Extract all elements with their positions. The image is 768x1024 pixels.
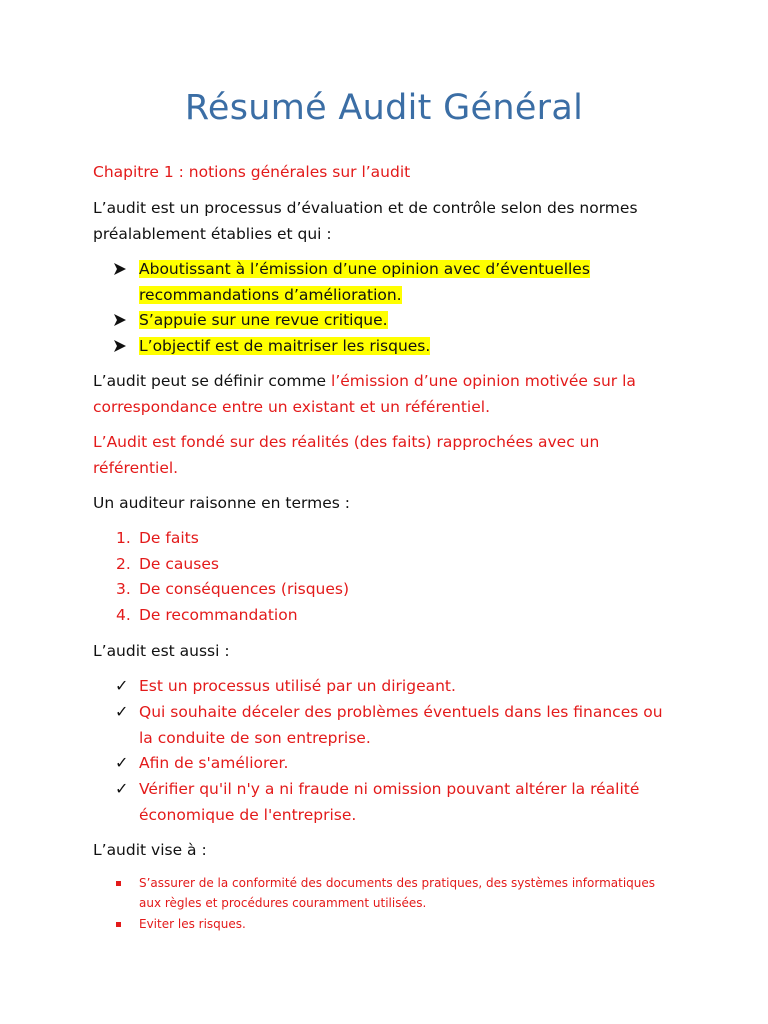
check-item-4-line-2: économique de l'entreprise. xyxy=(139,806,357,824)
list-number: 1. xyxy=(116,529,131,547)
arrowhead-bullet-icon xyxy=(113,307,133,333)
list-item: De recommandation xyxy=(139,606,298,624)
definition-red-1: l’émission d’une opinion motivée sur la xyxy=(331,372,636,390)
list-number: 2. xyxy=(116,555,131,573)
arrow-item-1-line-1: Aboutissant à l’émission d’une opinion avec d’éventuelles xyxy=(139,260,590,278)
intro-line-1: L’audit est un processus d’évaluation et de contrôle selon des normes xyxy=(93,199,638,217)
check-item-2-line-2: la conduite de son entreprise. xyxy=(139,729,371,747)
definition-prefix: L’audit peut se définir comme xyxy=(93,372,332,390)
definition-line-2: correspondance entre un existant et un référentiel. xyxy=(93,398,490,416)
square-item-1-line-2: aux règles et procédures couramment utilisées. xyxy=(139,896,427,910)
checkmark-bullet-icon: ✓ xyxy=(115,779,129,798)
arrow-item-1-line-2: recommandations d’amélioration. xyxy=(139,286,402,304)
intro-line-2: préalablement établies et qui : xyxy=(93,225,332,243)
arrowhead-bullet-icon xyxy=(113,333,133,359)
square-item-1-line-1: S’assurer de la conformité des documents des pratiques, des systèmes informatiques xyxy=(139,876,656,890)
foundation-line-1: L’Audit est fondé sur des réalités (des faits) rapprochées avec un xyxy=(93,433,600,451)
checkmark-bullet-icon: ✓ xyxy=(115,676,129,695)
arrow-item-3: L’objectif est de maitriser les risques. xyxy=(139,337,431,355)
foundation-line-2: référentiel. xyxy=(93,459,179,477)
list-number: 4. xyxy=(116,606,131,624)
list-number: 3. xyxy=(116,580,131,598)
check-item-2-line-1: Qui souhaite déceler des problèmes éventuels dans les finances ou xyxy=(139,703,663,721)
square-item-2: Eviter les risques. xyxy=(139,917,246,931)
definition-line-1 xyxy=(93,368,636,394)
document-title: Résumé Audit Général xyxy=(184,88,584,128)
aims-intro: L’audit vise à : xyxy=(93,841,207,859)
checkmark-bullet-icon: ✓ xyxy=(115,702,129,721)
checkmark-bullet-icon: ✓ xyxy=(115,753,129,772)
check-item-1: Est un processus utilisé par un dirigeant. xyxy=(139,677,456,695)
chapter-heading: Chapitre 1 : notions générales sur l’audit xyxy=(93,163,411,181)
square-bullet-icon xyxy=(116,922,121,927)
list-item: De conséquences (risques) xyxy=(139,580,350,598)
arrowhead-bullet-icon xyxy=(113,256,133,282)
also-intro: L’audit est aussi : xyxy=(93,642,230,660)
list-item: De faits xyxy=(139,529,199,547)
square-bullet-icon xyxy=(116,881,121,886)
check-item-4-line-1: Vérifier qu'il n'y a ni fraude ni omission pouvant altérer la réalité xyxy=(139,780,640,798)
reasoning-intro: Un auditeur raisonne en termes : xyxy=(93,494,351,512)
arrow-item-2: S’appuie sur une revue critique. xyxy=(139,311,388,329)
check-item-3: Afin de s'améliorer. xyxy=(139,754,289,772)
list-item: De causes xyxy=(139,555,219,573)
